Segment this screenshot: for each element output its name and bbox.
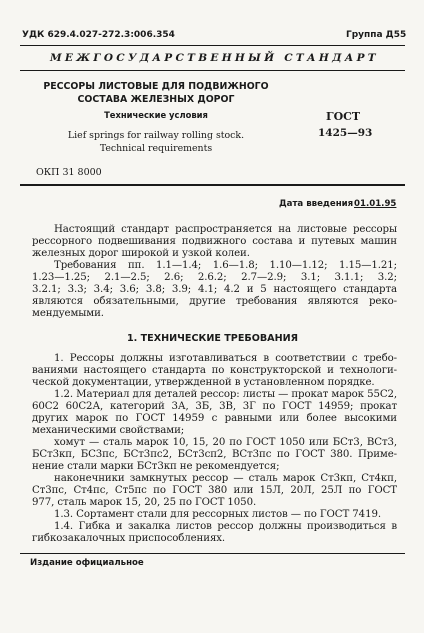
body-line: гибкозакалочных приспособлениях. [32, 533, 226, 544]
body-line: ваниями настоящего стандарта по конструкторской и технологи- [32, 365, 397, 376]
body-line: 1.3. Сортамент стали для рессорных листов — по ГОСТ 7419. [54, 509, 381, 520]
date-label: Дата введения [279, 199, 354, 209]
body-line: наконечники замкнутых рессор — сталь марок Ст3кп, Ст4кп, [54, 473, 397, 484]
intro-line: железных дорог широкой и узкой колеи. [32, 248, 250, 259]
intro-line: мендуемыми. [32, 308, 104, 319]
title-ru-subtitle: Технические условия [104, 110, 208, 120]
standard-kind: МЕЖГОСУДАРСТВЕННЫЙ СТАНДАРТ [50, 52, 379, 64]
footer-edition: Издание официальное [30, 558, 144, 568]
okp-code: ОКП 31 8000 [36, 167, 102, 178]
title-ru-line1: РЕССОРЫ ЛИСТОВЫЕ ДЛЯ ПОДВИЖНОГО [43, 81, 269, 92]
section-title: 1. ТЕХНИЧЕСКИЕ ТРЕБОВАНИЯ [126, 333, 299, 344]
intro-line: Настоящий стандарт распространяется на листовые рессоры [54, 224, 397, 235]
body-line: БСт3кп, БС3пс, БСт3пс2, БСт3сп2, ВСт3пс по ГОСТ 380. Приме- [32, 449, 397, 460]
body-line: 1. Рессоры должны изготавливаться в соответствии с требо- [54, 353, 397, 364]
header-rule-bottom [20, 70, 405, 71]
body-line: хомут — сталь марок 10, 15, 20 по ГОСТ 1050 или БСт3, ВСт3, [54, 437, 397, 448]
header-rule-top [20, 45, 405, 46]
gost-label: ГОСТ [326, 110, 361, 123]
group-code: Группа Д55 [346, 30, 407, 40]
title-ru-line2: СОСТАВА ЖЕЛЕЗНЫХ ДОРОГ [77, 94, 235, 105]
intro-line: 1.23—1.25; 2.1—2.5; 2.6; 2.6.2; 2.7—2.9; 3.1; 3.1.1; 3.2; [32, 272, 397, 283]
gost-number: 1425—93 [318, 127, 373, 139]
body-line: нение стали марки БСт3кп не рекомендуется; [32, 461, 280, 472]
udk-code: УДК 629.4.027-272.3:006.354 [22, 30, 175, 40]
body-line: механическими свойствами; [32, 425, 185, 436]
body-line: 60С2 60С2А, категорий 3А, 3Б, 3В, 3Г по ГОСТ 14959; прокат [32, 401, 397, 412]
body-line: 1.2. Материал для деталей рессор: листы — прокат марок 55С2, [54, 389, 398, 400]
title-en-line1: Lief springs for railway rolling stock. [67, 130, 245, 141]
body-line: Ст3пс, Ст4пс, Ст5пс по ГОСТ 380 или 15Л, 20Л, 25Л по ГОСТ [32, 485, 397, 496]
footer-rule [20, 553, 405, 554]
intro-line: Требования пп. 1.1—1.4; 1.6—1.8; 1.10—1.12; 1.15—1.21; [54, 260, 397, 271]
date-value: 01.01.95 [354, 199, 397, 209]
intro-line: 3.2.1; 3.3; 3.4; 3.6; 3.8; 3.9; 4.1; 4.2 и 5 настоящего стандарта [32, 284, 397, 295]
title-block-rule [20, 184, 405, 186]
body-line: ческой документации, утвержденной в установленном порядке. [32, 377, 375, 388]
body-line: 977, сталь марок 15, 20, 25 по ГОСТ 1050. [32, 497, 257, 508]
body-line: 1.4. Гибка и закалка листов рессор должны производиться в [54, 521, 397, 532]
intro-line: рессорного подвешивания подвижного состава и путевых машин [32, 236, 397, 247]
body-line: других марок по ГОСТ 14959 с равными или более высокими [32, 413, 397, 424]
title-en-line2: Technical requirements [99, 143, 213, 154]
intro-line: являются обязательными, другие требования являются реко- [32, 296, 397, 307]
